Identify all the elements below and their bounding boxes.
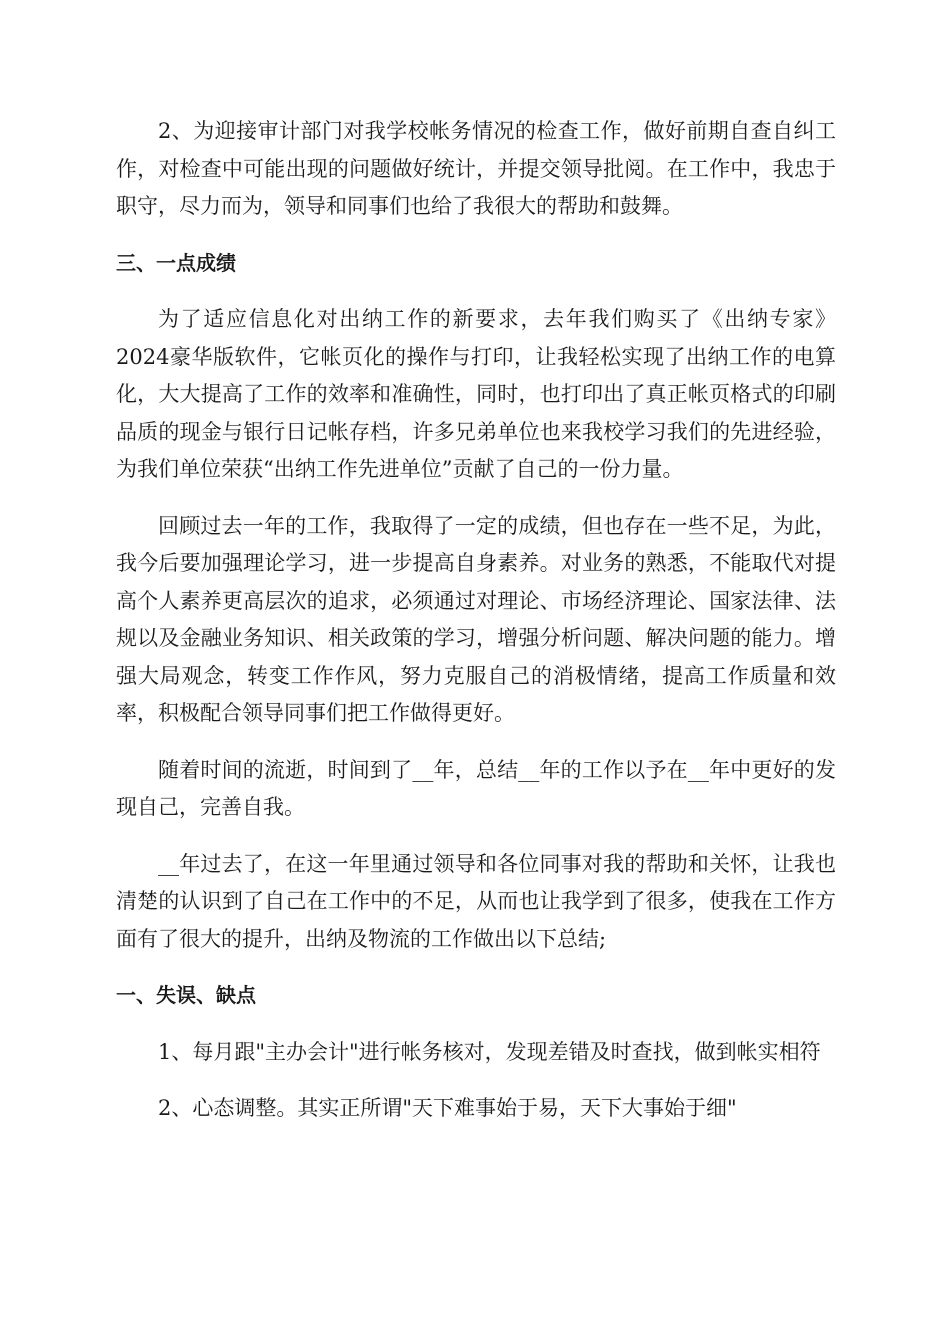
paragraph-year-reflection: __年过去了，在这一年里通过领导和各位同事对我的帮助和关怀，让我也清楚的认识到了自己在工作中的不足，从而也让我学到了很多，使我在工作方面有了很大的提升，出纳及物流的工作做出以下总结; — [116, 851, 836, 951]
paragraph-year-summary-intro: 随着时间的流逝，时间到了__年，总结__年的工作以予在__年中更好的发现自己，完善自我。 — [116, 757, 836, 819]
paragraph-audit-preparation: 2、为迎接审计部门对我学校帐务情况的检查工作，做好前期自查自纠工作，对检查中可能出现的问题做好统计，并提交领导批阅。在工作中，我忠于职守，尽力而为，领导和同事们也给了我很大的帮助和鼓舞。 — [116, 119, 836, 218]
paragraph-review-and-improvement: 回顾过去一年的工作，我取得了一定的成绩，但也存在一些不足，为此，我今后要加强理论学习，进一步提高自身素养。对业务的熟悉，不能取代对提高个人素养更高层次的追求，必须通过对理论、市场经济理论、国家法律、法规以及金融业务知识、相关政策的学习，增强分析问题、解决问题的能力。增强大局观念，转变工作作风，努力克服自己的消极情绪，提高工作质量和效率，积极配合领导同事们把工作做得更好。 — [116, 513, 836, 725]
paragraph-mindset-adjustment: 2、心态调整。其实正所谓"天下难事始于易，天下大事始于细" — [158, 1096, 737, 1120]
section-heading-achievements: 三、一点成绩 — [116, 250, 236, 275]
paragraph-software-achievement: 为了适应信息化对出纳工作的新要求，去年我们购买了《出纳专家》2024豪华版软件，它帐页化的操作与打印，让我轻松实现了出纳工作的电算化，大大提高了工作的效率和准确性，同时，也打印出了真正帐页格式的印刷品质的现金与银行日记帐存档，许多兄弟单位也来我校学习我们的先进经验，为我们单位荣获“出纳工作先进单位”贡献了自己的一份力量。 — [116, 307, 836, 481]
paragraph-monthly-reconciliation: 1、每月跟"主办会计"进行帐务核对，发现差错及时查找，做到帐实相符 — [158, 1039, 821, 1064]
section-heading-mistakes: 一、失误、缺点 — [116, 983, 256, 1007]
document-body — [116, 113, 836, 1147]
